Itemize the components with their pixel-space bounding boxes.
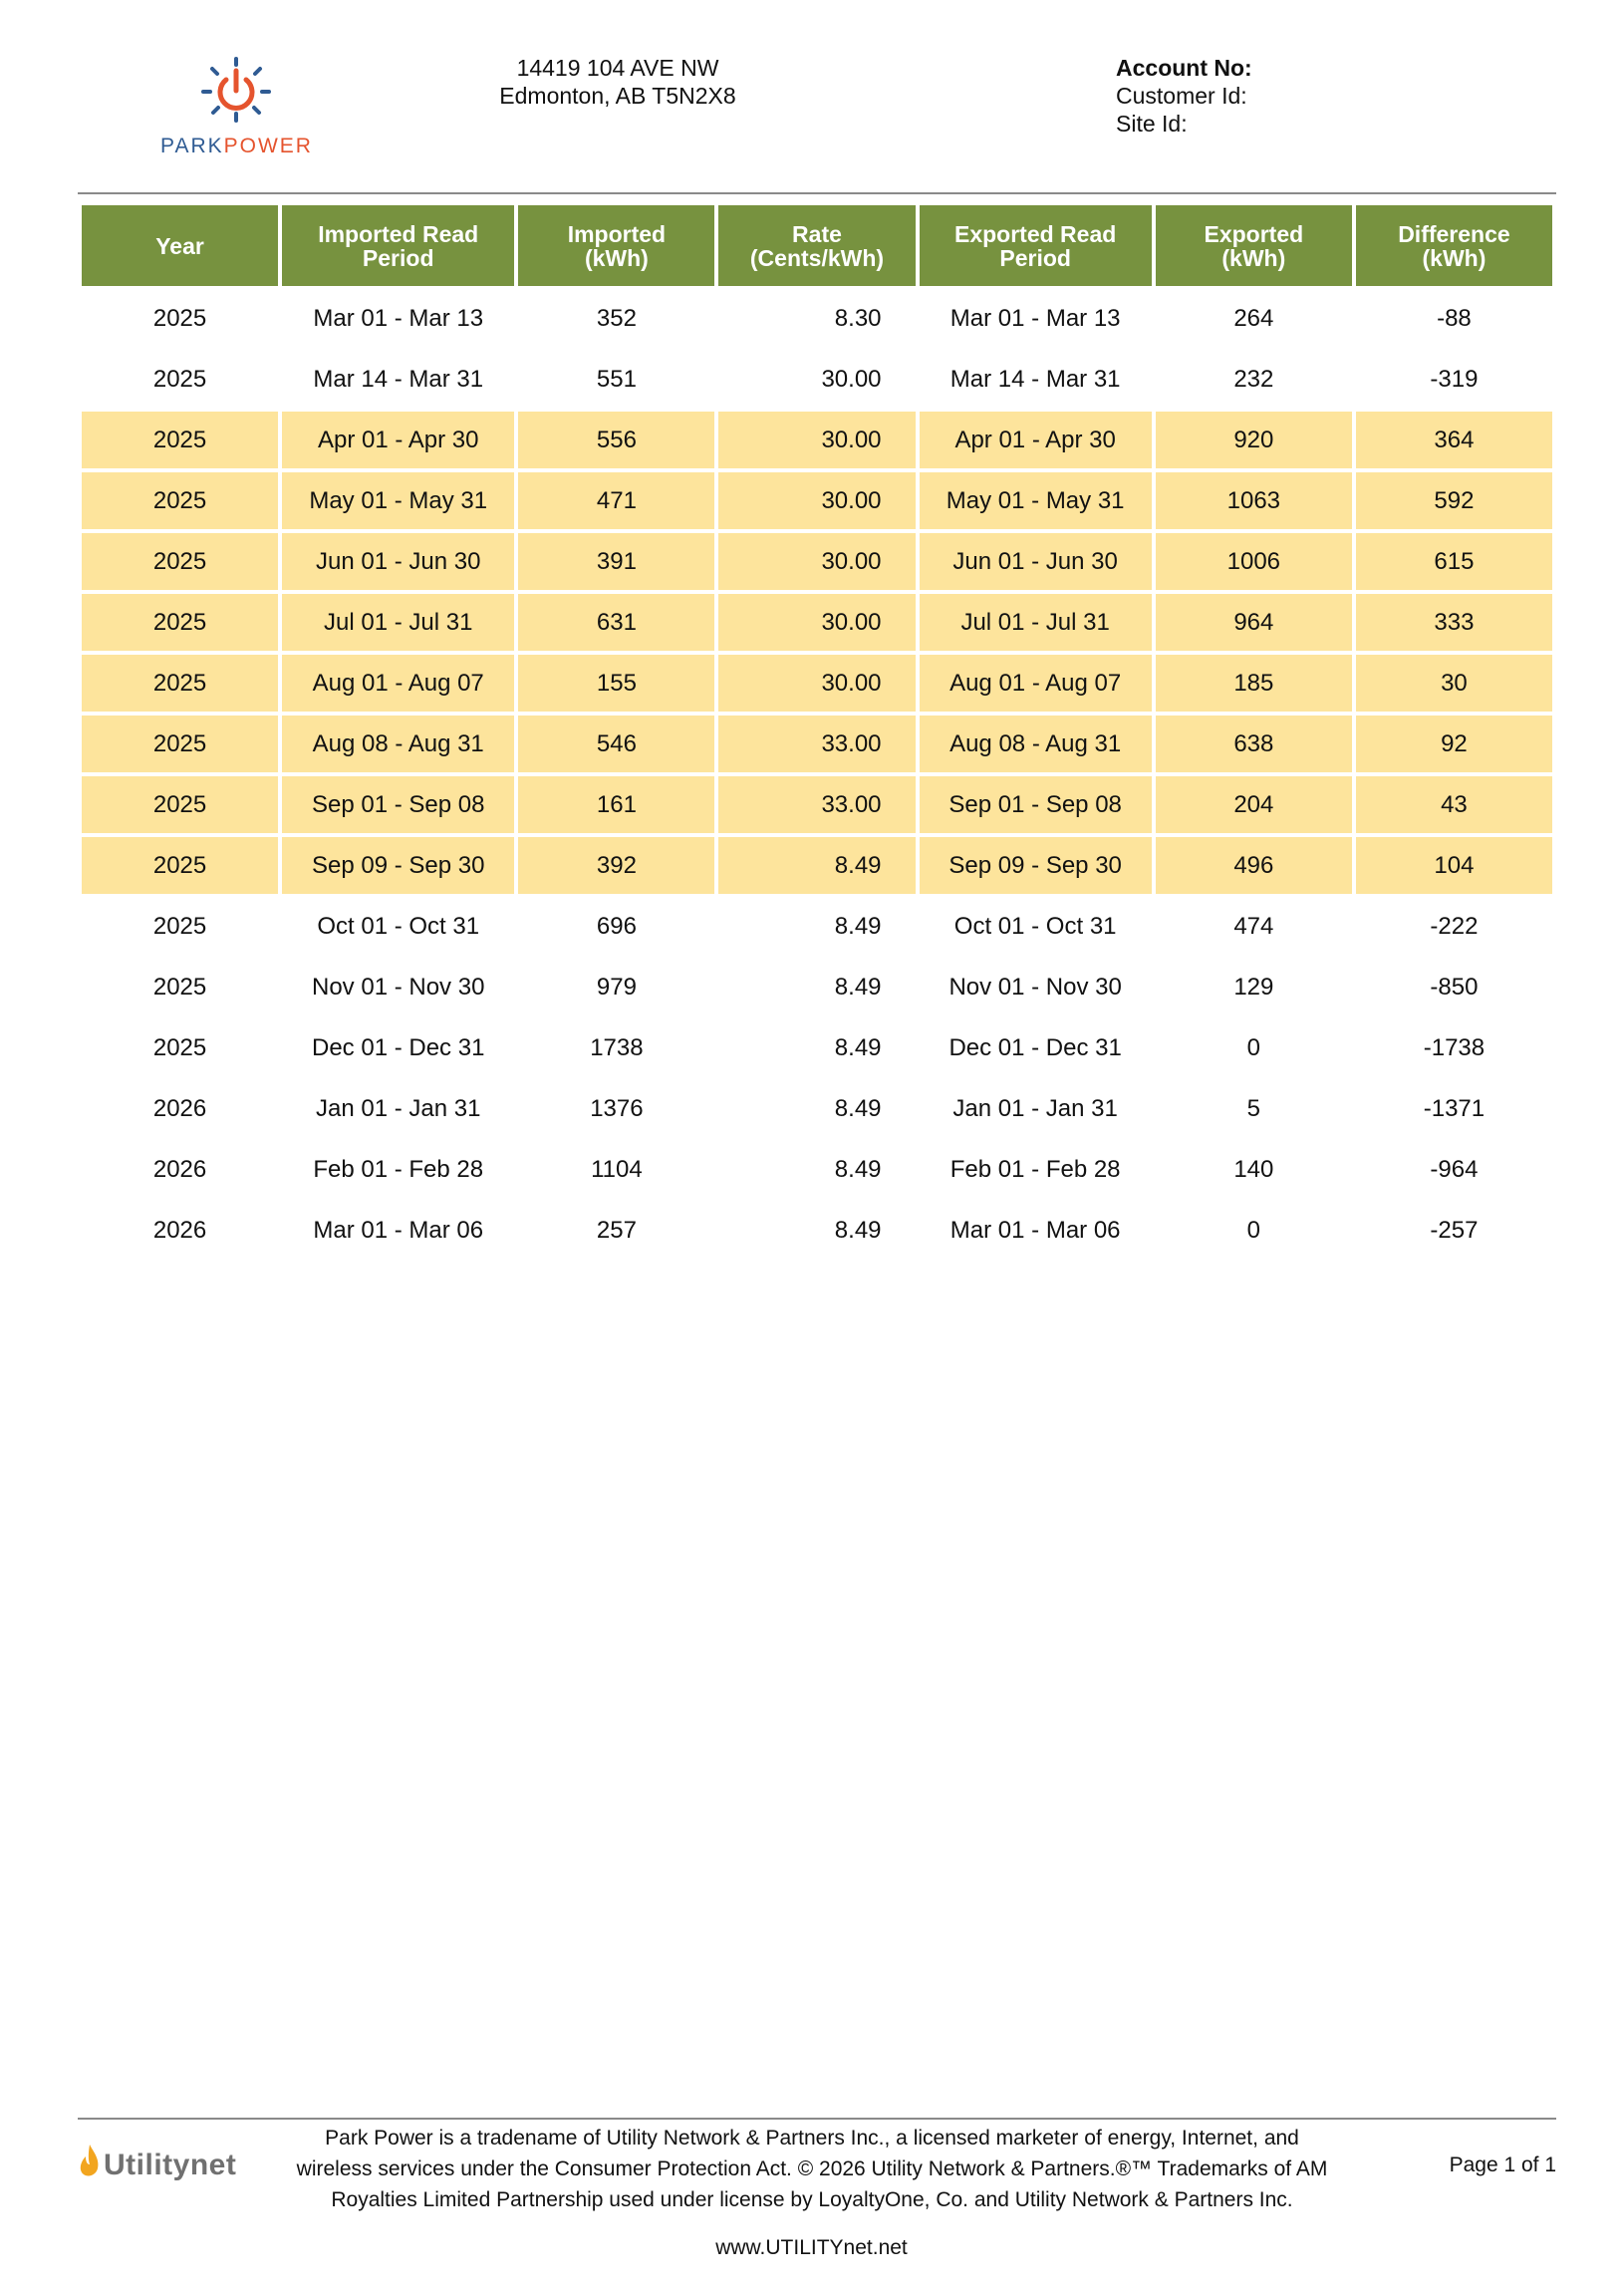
cell-exported: 964 <box>1156 594 1352 651</box>
table-row <box>82 716 1552 772</box>
cell-imported: 696 <box>596 912 637 940</box>
table-row <box>82 1080 1552 1137</box>
power-icon <box>189 55 284 125</box>
address-line-2: Edmonton, AB T5N2X8 <box>499 83 736 109</box>
cell-imported-period: Mar 01 - Mar 06 <box>313 1216 484 1244</box>
disclaimer-line-3: Royalties Limited Partnership used under license by LoyaltyOne, Co. and Utility Network & Partners Inc. <box>331 2188 1293 2211</box>
column-header-imported <box>518 205 714 286</box>
cell-exported: 0 <box>1246 1033 1261 1061</box>
cell-imported: 979 <box>596 973 637 1001</box>
cell-exported: 232 <box>1233 365 1274 393</box>
cell-exported-period: Mar 01 - Mar 06 <box>949 1216 1121 1244</box>
table-row <box>82 837 1552 894</box>
cell-year: 2025 <box>82 472 278 529</box>
column-header-line1: Exported <box>1204 220 1304 247</box>
cell-imported: 1738 <box>590 1033 644 1061</box>
cell-exported-period: Oct 01 - Oct 31 <box>953 912 1117 940</box>
cell-year: 2026 <box>152 1155 207 1183</box>
cell-imported: 631 <box>518 594 714 651</box>
cell-year: 2025 <box>82 594 278 651</box>
cell-rate: 8.49 <box>834 1216 882 1244</box>
account-info <box>1116 54 1252 138</box>
legal-disclaimer <box>289 2123 1335 2215</box>
column-header-line1: Imported <box>567 220 667 247</box>
cell-exported-period: Feb 01 - Feb 28 <box>949 1155 1121 1183</box>
cell-imported-period: May 01 - May 31 <box>282 472 514 529</box>
cell-imported: 556 <box>518 412 714 468</box>
cell-imported-period: Jan 01 - Jan 31 <box>315 1094 481 1122</box>
customer-id-label: Customer Id: <box>1116 83 1247 109</box>
cell-year: 2026 <box>152 1094 207 1122</box>
cell-difference: 30 <box>1356 655 1552 712</box>
account-no-label: Account No: <box>1116 55 1252 81</box>
table-row <box>82 1202 1552 1259</box>
cell-difference: 592 <box>1356 472 1552 529</box>
cell-exported: 0 <box>1246 1216 1261 1244</box>
cell-exported-period: Mar 01 - Mar 13 <box>949 304 1121 332</box>
park-power-logo <box>149 55 324 169</box>
cell-exported-period: Sep 09 - Sep 30 <box>920 837 1152 894</box>
cell-rate: 8.49 <box>718 837 915 894</box>
cell-exported-period: Mar 14 - Mar 31 <box>949 365 1121 393</box>
website-link[interactable]: www.UTILITYnet.net <box>715 2236 908 2259</box>
cell-exported-period: Jan 01 - Jan 31 <box>952 1094 1118 1122</box>
table-row <box>82 412 1552 468</box>
cell-year: 2025 <box>82 776 278 833</box>
header-divider <box>78 192 1556 194</box>
cell-exported-period: Jul 01 - Jul 31 <box>920 594 1152 651</box>
cell-year: 2025 <box>152 365 207 393</box>
cell-exported-period: Nov 01 - Nov 30 <box>948 973 1122 1001</box>
disclaimer-line-2: wireless services under the Consumer Protection Act. © 2026 Utility Network & Partners.®™ Trademarks of AM <box>296 2157 1328 2180</box>
column-header-line1: Year <box>155 232 204 259</box>
column-header-difference <box>1356 205 1552 286</box>
column-header-exported-period <box>920 205 1152 286</box>
cell-imported-period: Dec 01 - Dec 31 <box>312 1033 485 1061</box>
column-header-exported <box>1156 205 1352 286</box>
utilitynet-wordmark: Utilitynet <box>104 2149 237 2181</box>
cell-imported-period: Jul 01 - Jul 31 <box>282 594 514 651</box>
cell-year: 2025 <box>82 533 278 590</box>
table-body <box>82 290 1552 1259</box>
table-header-row <box>82 205 1552 286</box>
column-header-line1: Rate <box>792 220 842 247</box>
table-row <box>82 898 1552 955</box>
cell-rate: 33.00 <box>718 776 915 833</box>
cell-difference: -850 <box>1430 973 1479 1001</box>
cell-imported: 391 <box>518 533 714 590</box>
cell-rate: 8.49 <box>834 1094 882 1122</box>
cell-imported-period: Apr 01 - Apr 30 <box>282 412 514 468</box>
cell-imported-period: Oct 01 - Oct 31 <box>317 912 480 940</box>
cell-year: 2025 <box>82 655 278 712</box>
cell-imported: 352 <box>596 304 637 332</box>
cell-imported: 161 <box>518 776 714 833</box>
cell-difference: -1738 <box>1423 1033 1486 1061</box>
disclaimer-line-1: Park Power is a tradename of Utility Network & Partners Inc., a licensed marketer of energy, Internet, and <box>325 2127 1299 2150</box>
column-header-imported-period <box>282 205 514 286</box>
table-row <box>82 959 1552 1015</box>
cell-imported: 1376 <box>590 1094 644 1122</box>
cell-difference: -319 <box>1430 365 1479 393</box>
site-id-label: Site Id: <box>1116 111 1188 137</box>
table-row <box>82 655 1552 712</box>
column-header-line1: Exported Read <box>953 220 1117 247</box>
cell-exported-period: Dec 01 - Dec 31 <box>948 1033 1122 1061</box>
cell-year: 2025 <box>152 973 207 1001</box>
cell-exported-period: Aug 08 - Aug 31 <box>920 716 1152 772</box>
cell-imported-period: Sep 01 - Sep 08 <box>282 776 514 833</box>
footer-divider <box>78 2118 1556 2120</box>
cell-year: 2025 <box>82 837 278 894</box>
cell-imported: 1104 <box>591 1155 643 1183</box>
brand-part-power: POWER <box>223 135 313 157</box>
cell-exported-period: Aug 01 - Aug 07 <box>920 655 1152 712</box>
cell-rate: 30.00 <box>718 533 915 590</box>
cell-year: 2025 <box>82 716 278 772</box>
cell-exported-period: Apr 01 - Apr 30 <box>920 412 1152 468</box>
cell-exported-period: May 01 - May 31 <box>920 472 1152 529</box>
table-row <box>82 351 1552 408</box>
column-header-line1: Difference <box>1398 220 1510 247</box>
cell-difference: 92 <box>1356 716 1552 772</box>
page-header <box>0 0 1623 194</box>
cell-rate: 30.00 <box>718 472 915 529</box>
cell-imported-period: Aug 01 - Aug 07 <box>282 655 514 712</box>
cell-year: 2025 <box>152 912 207 940</box>
cell-year: 2025 <box>152 1033 207 1061</box>
cell-imported-period: Sep 09 - Sep 30 <box>282 837 514 894</box>
flame-icon <box>78 2143 102 2182</box>
cell-exported: 129 <box>1233 973 1274 1001</box>
cell-rate: 30.00 <box>718 655 915 712</box>
utilitynet-logo <box>78 2143 257 2186</box>
cell-year: 2025 <box>152 304 207 332</box>
cell-exported: 1006 <box>1156 533 1352 590</box>
cell-imported-period: Jun 01 - Jun 30 <box>282 533 514 590</box>
column-header-line2: Period <box>362 244 434 271</box>
cell-difference: 104 <box>1356 837 1552 894</box>
cell-difference: 615 <box>1356 533 1552 590</box>
cell-difference: -1371 <box>1423 1094 1486 1122</box>
cell-difference: -222 <box>1430 912 1479 940</box>
cell-difference: -964 <box>1430 1155 1479 1183</box>
cell-imported: 546 <box>518 716 714 772</box>
cell-imported-period: Nov 01 - Nov 30 <box>312 973 485 1001</box>
address-line-1: 14419 104 AVE NW <box>516 55 719 81</box>
cell-imported-period: Feb 01 - Feb 28 <box>313 1155 484 1183</box>
cell-imported: 471 <box>518 472 714 529</box>
table-row <box>82 1141 1552 1198</box>
cell-difference: -257 <box>1430 1216 1479 1244</box>
cell-exported: 5 <box>1246 1094 1261 1122</box>
service-address <box>468 54 767 110</box>
cell-imported-period: Mar 01 - Mar 13 <box>313 304 484 332</box>
cell-rate: 33.00 <box>718 716 915 772</box>
cell-exported: 474 <box>1233 912 1274 940</box>
column-header-line2: (kWh) <box>584 244 649 271</box>
cell-year: 2025 <box>82 412 278 468</box>
cell-exported: 264 <box>1233 304 1274 332</box>
table-row <box>82 776 1552 833</box>
cell-exported: 496 <box>1156 837 1352 894</box>
column-header-line2: Period <box>999 244 1071 271</box>
brand-part-park: PARK <box>160 135 224 157</box>
table-row <box>82 1019 1552 1076</box>
cell-imported: 551 <box>596 365 637 393</box>
cell-rate: 8.49 <box>834 1155 882 1183</box>
table-row <box>82 594 1552 651</box>
page-number: Page 1 of 1 <box>1449 2153 1556 2176</box>
cell-rate: 30.00 <box>718 594 915 651</box>
cell-difference: 364 <box>1356 412 1552 468</box>
usage-table <box>78 201 1556 1263</box>
column-header-line1: Imported Read <box>318 220 479 247</box>
column-header-year <box>82 205 278 286</box>
cell-imported-period: Mar 14 - Mar 31 <box>313 365 484 393</box>
cell-exported-period: Sep 01 - Sep 08 <box>920 776 1152 833</box>
cell-rate: 8.49 <box>834 912 882 940</box>
cell-difference: -88 <box>1437 304 1472 332</box>
cell-exported: 638 <box>1156 716 1352 772</box>
brand-name <box>149 135 324 158</box>
cell-rate: 30.00 <box>718 412 915 468</box>
cell-exported-period: Jun 01 - Jun 30 <box>920 533 1152 590</box>
column-header-line2: (kWh) <box>1221 244 1286 271</box>
table-row <box>82 290 1552 347</box>
cell-rate: 8.49 <box>834 973 882 1001</box>
cell-exported: 185 <box>1156 655 1352 712</box>
column-header-rate <box>718 205 915 286</box>
table-row <box>82 472 1552 529</box>
cell-imported: 257 <box>596 1216 637 1244</box>
cell-imported: 155 <box>518 655 714 712</box>
cell-exported: 204 <box>1156 776 1352 833</box>
column-header-line2: (Cents/kWh) <box>749 244 885 271</box>
table-row <box>82 533 1552 590</box>
column-header-line2: (kWh) <box>1422 244 1487 271</box>
cell-exported: 1063 <box>1156 472 1352 529</box>
cell-difference: 333 <box>1356 594 1552 651</box>
cell-rate: 8.30 <box>834 304 882 332</box>
cell-rate: 30.00 <box>821 365 882 393</box>
cell-year: 2026 <box>152 1216 207 1244</box>
cell-exported: 140 <box>1233 1155 1274 1183</box>
cell-imported-period: Aug 08 - Aug 31 <box>282 716 514 772</box>
cell-imported: 392 <box>518 837 714 894</box>
cell-difference: 43 <box>1356 776 1552 833</box>
cell-exported: 920 <box>1156 412 1352 468</box>
cell-rate: 8.49 <box>834 1033 882 1061</box>
